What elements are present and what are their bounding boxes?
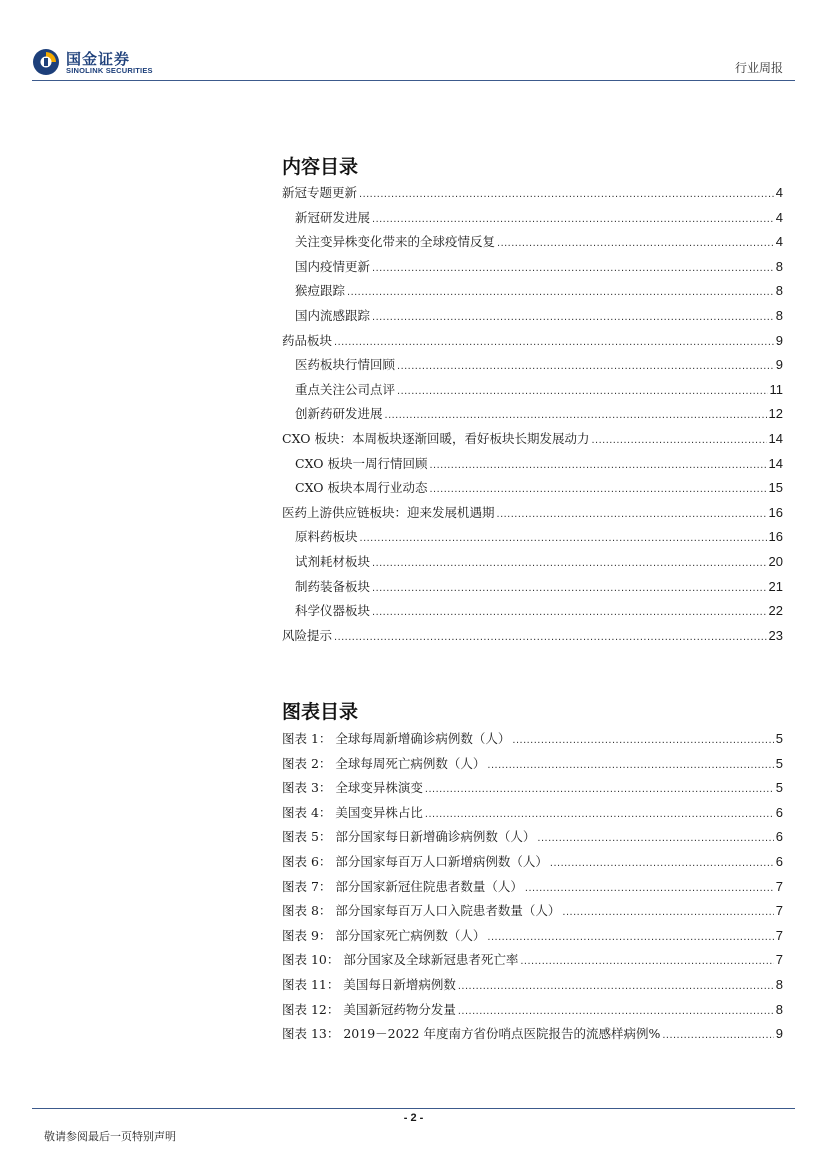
header-divider	[32, 80, 795, 81]
figure-entry-page: 5	[775, 780, 783, 796]
toc-entry-page: 4	[775, 234, 783, 250]
toc-entry-page: 8	[775, 283, 783, 299]
toc-entry[interactable]	[282, 380, 783, 405]
figure-entry[interactable]	[282, 901, 783, 926]
toc-entry[interactable]	[282, 306, 783, 331]
figure-entry-title: 图表 2： 全球每周死亡病例数（人）	[282, 755, 486, 771]
toc-entry-page: 4	[775, 209, 783, 225]
figure-entry-page: 6	[775, 804, 783, 820]
toc-entry[interactable]	[282, 183, 783, 208]
toc-entry-title: 国内疫情更新	[295, 258, 371, 274]
toc-entry-page: 9	[775, 332, 783, 348]
toc-entry[interactable]	[282, 429, 783, 454]
figure-entry[interactable]	[282, 877, 783, 902]
dot-leader	[562, 906, 773, 918]
toc-entry-title: CXO 板块：本周板块逐渐回暖，看好板块长期发展动力	[282, 430, 590, 446]
disclaimer-text: 敬请参阅最后一页特别声明	[44, 1130, 176, 1143]
logo-english-name: SINOLINK SECURITIES	[66, 66, 153, 75]
figure-entry-page: 7	[775, 903, 783, 919]
toc-entry-page: 11	[769, 381, 783, 397]
figure-entry[interactable]	[282, 852, 783, 877]
figure-entry[interactable]	[282, 1024, 783, 1049]
figure-entry[interactable]	[282, 827, 783, 852]
figure-entry-title: 图表 9： 部分国家死亡病例数（人）	[282, 927, 486, 943]
figure-entry-title: 图表 10： 部分国家及全球新冠患者死亡率	[282, 952, 519, 968]
toc-entry-page: 23	[768, 627, 783, 643]
dot-leader	[487, 759, 773, 771]
figure-entry-title: 图表 4： 美国变异株占比	[282, 804, 423, 820]
dot-leader	[497, 508, 767, 520]
toc-entry-title: CXO 板块一周行情回顾	[295, 455, 428, 471]
figure-entry[interactable]	[282, 803, 783, 828]
toc-entry-page: 9	[775, 357, 783, 373]
dot-leader	[397, 360, 774, 372]
toc-entry-title: 医药板块行情回顾	[295, 357, 396, 373]
toc-entry-page: 14	[768, 430, 783, 446]
dot-leader	[334, 336, 774, 348]
figure-entry[interactable]	[282, 950, 783, 975]
dot-leader	[425, 783, 774, 795]
logo-chinese-name: 国金证券	[66, 50, 131, 68]
dot-leader	[372, 311, 774, 323]
toc-entry-title: 重点关注公司点评	[295, 381, 396, 397]
toc-entry[interactable]	[282, 232, 783, 257]
toc-entry[interactable]	[282, 355, 783, 380]
dot-leader	[397, 385, 767, 397]
dot-leader	[425, 808, 774, 820]
toc-entry-page: 21	[768, 578, 783, 594]
toc-entry[interactable]	[282, 478, 783, 503]
footer-divider	[32, 1108, 795, 1109]
dot-leader	[497, 237, 774, 249]
toc-entry[interactable]	[282, 527, 783, 552]
figure-entry-page: 6	[775, 829, 783, 845]
toc-entry[interactable]	[282, 454, 783, 479]
figure-entry-title: 图表 5： 部分国家每日新增确诊病例数（人）	[282, 829, 536, 845]
toc-entry-title: 猴痘跟踪	[295, 283, 346, 299]
dot-leader	[360, 532, 767, 544]
toc-entry[interactable]	[282, 552, 783, 577]
figure-entry[interactable]	[282, 729, 783, 754]
figure-entry-title: 图表 8： 部分国家每百万人口入院患者数量（人）	[282, 903, 561, 919]
figure-entry[interactable]	[282, 778, 783, 803]
toc-entry-page: 14	[768, 455, 783, 471]
sinolink-logo	[32, 46, 152, 78]
figure-entry[interactable]	[282, 975, 783, 1000]
toc-entry-title: 风险提示	[282, 627, 333, 643]
toc-entry-title: 创新药研发进展	[295, 406, 383, 422]
toc-entry-page: 15	[768, 480, 783, 496]
dot-leader	[525, 882, 774, 894]
figure-entry[interactable]	[282, 1000, 783, 1025]
toc-entry-title: 原料药板块	[295, 529, 358, 545]
figure-entry-page: 9	[775, 1026, 783, 1042]
toc-entry-title: CXO 板块本周行业动态	[295, 480, 428, 496]
dot-leader	[537, 832, 773, 844]
dot-leader	[591, 434, 766, 446]
toc-entry-page: 22	[768, 603, 783, 619]
dot-leader	[458, 980, 774, 992]
contents-title: 内容目录	[282, 156, 359, 178]
toc-entry[interactable]	[282, 626, 783, 651]
toc-entry-page: 12	[768, 406, 783, 422]
figure-entry-title: 图表 3： 全球变异株演变	[282, 780, 423, 796]
toc-entry-title: 新冠专题更新	[282, 185, 358, 200]
dot-leader	[347, 286, 774, 298]
figure-entry-page: 7	[775, 952, 783, 968]
dot-leader	[359, 188, 774, 200]
report-type-label: 行业周报	[734, 61, 783, 75]
toc-entry[interactable]	[282, 208, 783, 233]
figure-entry-page: 8	[775, 976, 783, 992]
toc-entry[interactable]	[282, 404, 783, 429]
dot-leader	[372, 606, 767, 618]
figure-entry-title: 图表 13： 2019－2022 年度南方省份哨点医院报告的流感样病例%	[282, 1026, 661, 1042]
toc-entry[interactable]	[282, 331, 783, 356]
figure-entry-title: 图表 6： 部分国家每百万人口新增病例数（人）	[282, 853, 548, 869]
figure-entry-page: 5	[775, 731, 783, 746]
toc-entry-title: 医药上游供应链板块：迎来发展机遇期	[282, 504, 495, 520]
toc-entry[interactable]	[282, 503, 783, 528]
toc-entry-page: 20	[768, 553, 783, 569]
toc-entry-page: 16	[768, 504, 783, 520]
toc-entry[interactable]	[282, 577, 783, 602]
dot-leader	[429, 459, 766, 471]
logo-icon	[32, 48, 60, 76]
toc-entry-title: 关注变异株变化带来的全球疫情反复	[295, 234, 496, 250]
table-of-contents	[282, 183, 783, 650]
figure-entry-title: 图表 7： 部分国家新冠住院患者数量（人）	[282, 878, 523, 894]
figure-entry-page: 8	[775, 1001, 783, 1017]
toc-entry-title: 国内流感跟踪	[295, 307, 371, 323]
toc-entry[interactable]	[282, 257, 783, 282]
page-header	[0, 0, 827, 82]
figures-title: 图表目录	[282, 701, 359, 723]
toc-entry-title: 新冠研发进展	[295, 209, 371, 225]
toc-entry[interactable]	[282, 281, 783, 306]
toc-entry-page: 8	[775, 258, 783, 274]
figure-entry-page: 5	[775, 755, 783, 771]
figure-entry-title: 图表 1： 全球每周新增确诊病例数（人）	[282, 731, 511, 746]
figure-entry-page: 7	[775, 927, 783, 943]
toc-entry[interactable]	[282, 601, 783, 626]
list-of-figures	[282, 729, 783, 1049]
dot-leader	[372, 557, 767, 569]
figure-entry[interactable]	[282, 754, 783, 779]
toc-entry-page: 8	[775, 307, 783, 323]
dot-leader	[520, 955, 773, 967]
dot-leader	[662, 1029, 773, 1041]
figure-entry-title: 图表 12： 美国新冠药物分发量	[282, 1001, 456, 1017]
toc-entry-title: 制药装备板块	[295, 578, 371, 594]
dot-leader	[429, 483, 766, 495]
toc-entry-title: 试剂耗材板块	[295, 553, 371, 569]
dot-leader	[550, 857, 774, 869]
toc-entry-page: 4	[775, 185, 783, 200]
dot-leader	[334, 631, 767, 643]
figure-entry-page: 7	[775, 878, 783, 894]
toc-entry-title: 科学仪器板块	[295, 603, 371, 619]
dot-leader	[512, 734, 773, 746]
dot-leader	[487, 931, 773, 943]
dot-leader	[458, 1005, 774, 1017]
dot-leader	[372, 582, 767, 594]
figure-entry-title: 图表 11： 美国每日新增病例数	[282, 976, 456, 992]
dot-leader	[372, 213, 774, 225]
dot-leader	[385, 409, 767, 421]
page-number: - 2 -	[403, 1112, 424, 1124]
figure-entry[interactable]	[282, 926, 783, 951]
dot-leader	[372, 262, 774, 274]
figure-entry-page: 6	[775, 853, 783, 869]
toc-entry-page: 16	[768, 529, 783, 545]
toc-entry-title: 药品板块	[282, 332, 333, 348]
